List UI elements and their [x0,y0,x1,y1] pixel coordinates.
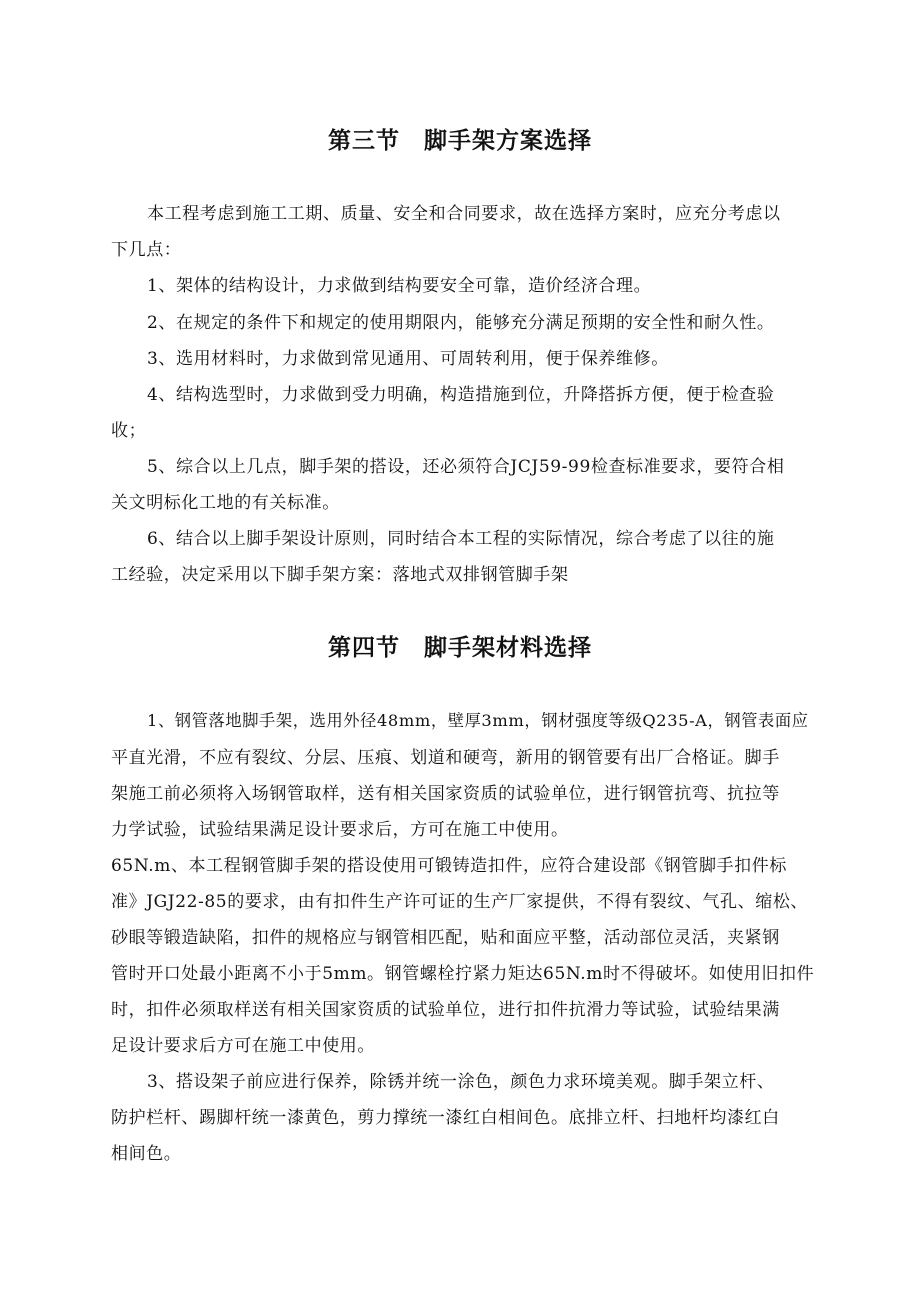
section4-line-8: 管时开口处最小距离不小于5mm。钢管螺栓拧紧力矩达65N.m时不得破坏。如使用旧扣件 [111,964,815,984]
section4-line-4: 力学试验，试验结果满足设计要求后，方可在施工中使用。 [111,820,569,840]
section3-line-8: 5、综合以上几点，脚手架的搭设，还必须符合JCJ59-99检查标准要求，要符合相 [147,457,785,477]
section4-line-13: 相间色。 [111,1144,182,1164]
section3-line-1: 本工程考虑到施工工期、质量、安全和合同要求，故在选择方案时，应充分考虑以 [147,204,781,224]
section4-line-10: 足设计要求后方可在施工中使用。 [111,1036,375,1056]
section4-line-9: 时，扣件必须取样送有相关国家资质的试验单位，进行扣件抗滑力等试验，试验结果满 [111,1000,780,1020]
section4-line-3: 架施工前必须将入场钢管取样，送有相关国家资质的试验单位，进行钢管抗弯、抗拉等 [111,784,780,804]
section4-line-2: 平直光滑，不应有裂纹、分层、压痕、划道和硬弯，新用的钢管要有出厂合格证。脚手 [111,748,780,768]
section4-heading: 第四节 脚手架材料选择 [328,635,592,661]
section4-line-12: 防护栏杆、踢脚杆统一漆黄色，剪力撑统一漆红白相间色。底排立杆、扫地杆均漆红白 [111,1108,780,1128]
section3-line-3: 1、架体的结构设计，力求做到结构要安全可靠，造价经济合理。 [147,276,652,296]
section4-line-6: 准》JGJ22-85的要求，由有扣件生产许可证的生产厂家提供，不得有裂纹、气孔、缩松、 [111,892,809,912]
section3-line-5: 3、选用材料时，力求做到常见通用、可周转利用，便于保养维修。 [147,349,669,369]
section3-line-6: 4、结构选型时，力求做到受力明确，构造措施到位，升降搭拆方便，便于检查验 [147,385,775,405]
section3-heading: 第三节 脚手架方案选择 [328,128,592,154]
section3-line-9: 关文明标化工地的有关标准。 [111,493,340,513]
section4-line-11: 3、搭设架子前应进行保养，除锈并统一涂色，颜色力求环境美观。脚手架立杆、 [147,1072,775,1092]
section4-line-1: 1、钢管落地脚手架，选用外径48mm，壁厚3mm，钢材强度等级Q235-A，钢管表面应 [147,711,809,730]
section4-line-5: 65N.m、本工程钢管脚手架的搭设使用可锻铸造扣件，应符合建设部《钢管脚手扣件标 [111,856,787,876]
section3-line-2: 下几点： [111,240,182,260]
section3-line-7: 收； [111,421,147,441]
section3-line-10: 6、结合以上脚手架设计原则，同时结合本工程的实际情况，综合考虑了以往的施 [147,529,775,549]
section4-line-7: 砂眼等锻造缺陷，扣件的规格应与钢管相匹配，贴和面应平整，活动部位灵活，夹紧钢 [111,928,780,948]
section3-line-4: 2、在规定的条件下和规定的使用期限内，能够充分满足预期的安全性和耐久性。 [147,313,775,333]
section3-line-11: 工经验，决定采用以下脚手架方案：落地式双排钢管脚手架 [111,565,569,585]
